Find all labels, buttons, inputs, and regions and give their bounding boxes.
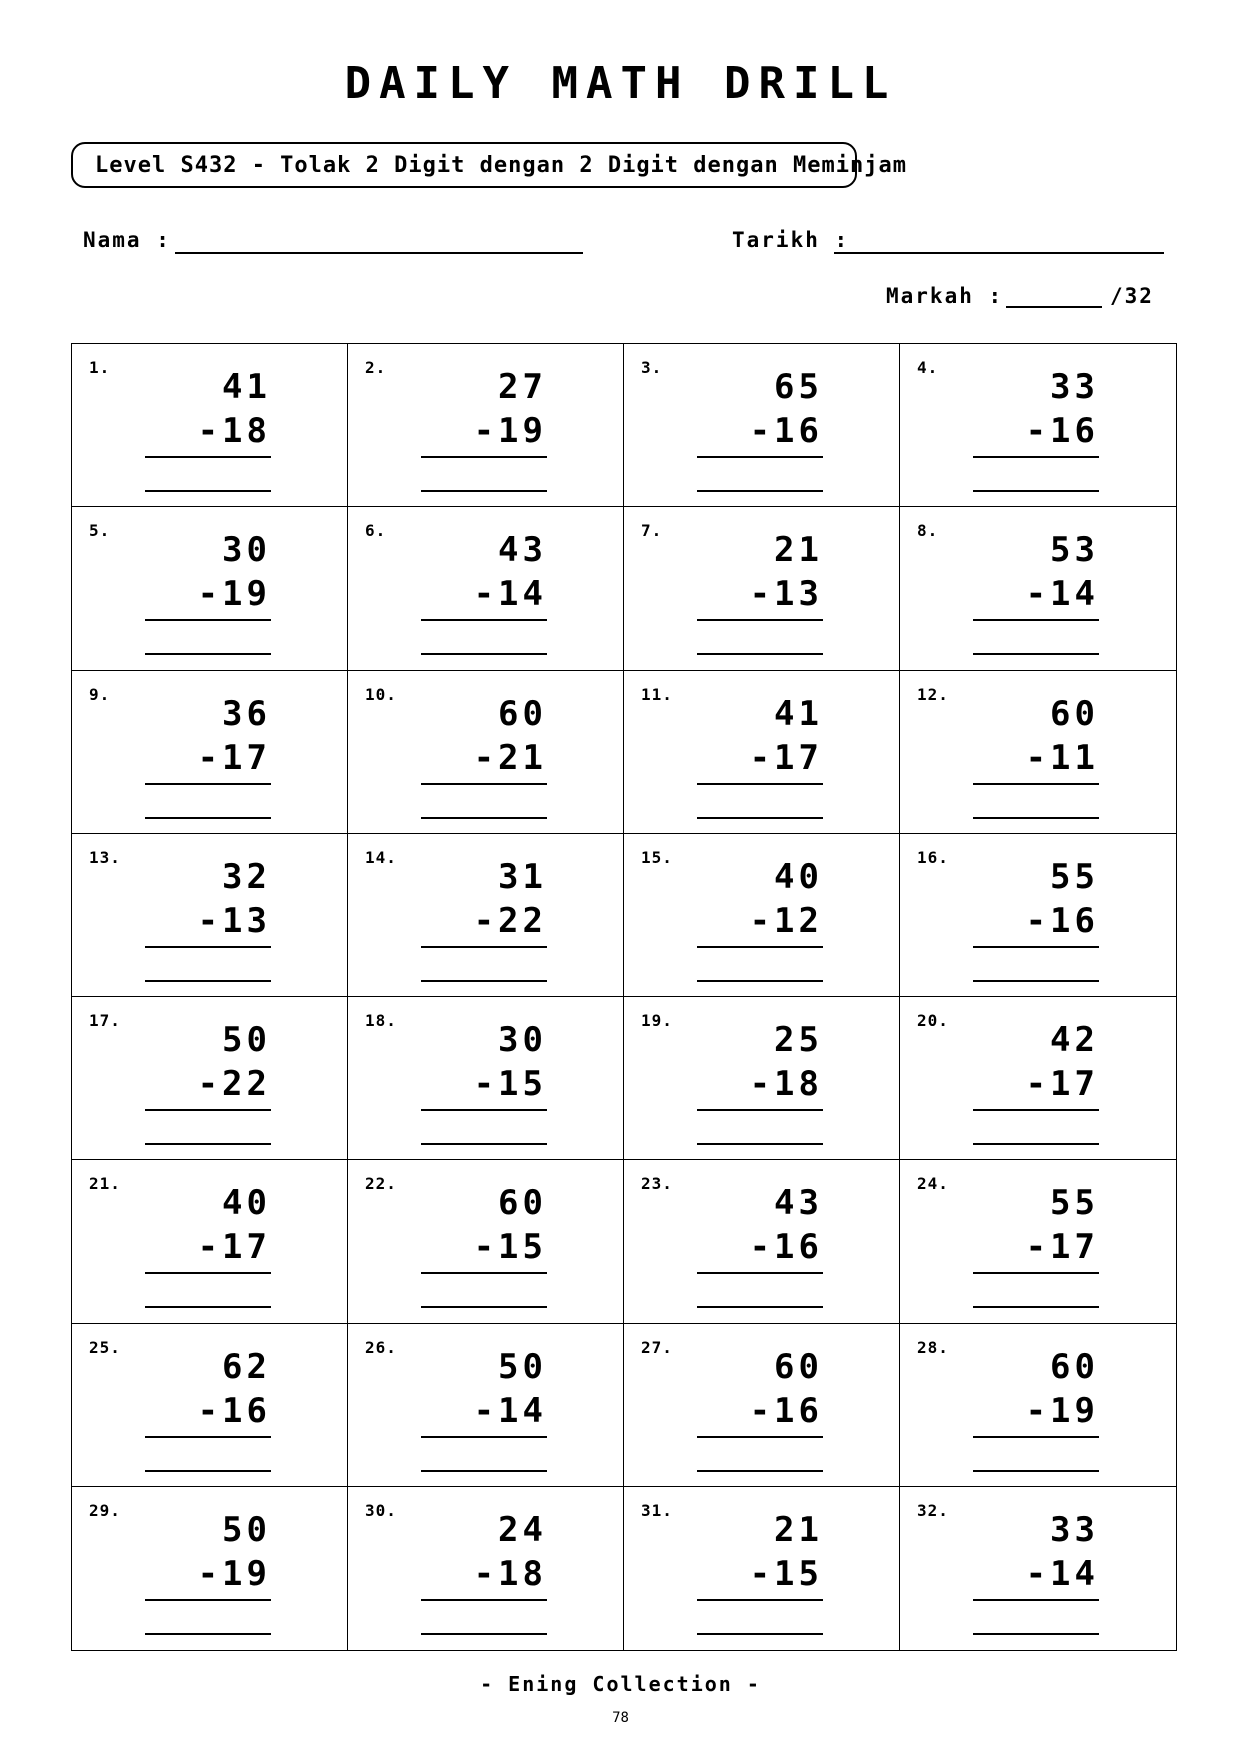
subtrahend: -17 xyxy=(197,1227,271,1268)
problem-cell xyxy=(900,1160,1176,1323)
problem-cell xyxy=(72,671,348,834)
problem-cell xyxy=(348,1160,624,1323)
operation-line xyxy=(145,1109,271,1111)
answer-line[interactable] xyxy=(697,1143,823,1145)
minuend: 25 xyxy=(774,1020,823,1060)
operation-line xyxy=(697,456,823,458)
minuend: 33 xyxy=(1050,1509,1099,1550)
problem-cell xyxy=(900,507,1176,670)
problem-cell xyxy=(72,344,348,507)
answer-line[interactable] xyxy=(421,817,547,819)
operation-line xyxy=(145,1599,271,1601)
problem-cell xyxy=(900,344,1176,507)
operation-line xyxy=(145,456,271,458)
minuend: 43 xyxy=(498,530,547,571)
subtrahend: -19 xyxy=(1025,1390,1099,1431)
subtrahend: -14 xyxy=(473,1390,547,1431)
problem-cell xyxy=(72,834,348,997)
answer-line[interactable] xyxy=(973,1633,1099,1635)
minuend: 42 xyxy=(1050,1020,1099,1060)
minuend: 60 xyxy=(498,693,547,734)
problem-number: 22. xyxy=(365,1174,397,1194)
problem-cell xyxy=(624,1487,900,1650)
subtrahend: -16 xyxy=(749,411,823,451)
level-banner: Level S432 - Tolak 2 Digit dengan 2 Digit dengan Meminjam xyxy=(71,142,857,188)
problem-number: 16. xyxy=(917,847,949,867)
problem-cell xyxy=(348,507,624,670)
minuend: 41 xyxy=(222,367,271,407)
problem-number: 10. xyxy=(365,684,397,704)
date-label: Tarikh : xyxy=(732,228,850,252)
operation-line xyxy=(973,783,1099,785)
answer-line[interactable] xyxy=(145,1306,271,1308)
subtrahend: -18 xyxy=(473,1553,547,1594)
problem-cell xyxy=(348,1487,624,1650)
minuend: 33 xyxy=(1050,367,1099,407)
operation-line xyxy=(697,1599,823,1601)
mark-label: Markah : xyxy=(886,284,1004,308)
mark-field[interactable] xyxy=(1006,306,1102,308)
answer-line[interactable] xyxy=(421,980,547,982)
subtrahend: -15 xyxy=(473,1227,547,1268)
operation-line xyxy=(145,1272,271,1274)
subtrahend: -11 xyxy=(1025,737,1099,778)
answer-line[interactable] xyxy=(973,1306,1099,1308)
problem-cell xyxy=(900,997,1176,1160)
problem-number: 6. xyxy=(365,521,387,541)
subtrahend: -13 xyxy=(197,900,271,941)
answer-line[interactable] xyxy=(145,980,271,982)
subtrahend: -22 xyxy=(197,1064,271,1104)
minuend: 65 xyxy=(774,367,823,407)
page-number: 78 xyxy=(612,1710,629,1726)
subtrahend: -14 xyxy=(1025,574,1099,615)
problem-number: 3. xyxy=(641,358,663,377)
answer-line[interactable] xyxy=(421,653,547,655)
problem-number: 27. xyxy=(641,1337,673,1357)
problem-number: 23. xyxy=(641,1174,673,1194)
operation-line xyxy=(421,946,547,948)
problem-number: 25. xyxy=(89,1337,121,1357)
answer-line[interactable] xyxy=(421,1470,547,1472)
minuend: 30 xyxy=(498,1020,547,1060)
problem-number: 19. xyxy=(641,1011,673,1030)
minuend: 55 xyxy=(1050,856,1099,897)
problem-number: 15. xyxy=(641,847,673,867)
problem-number: 26. xyxy=(365,1337,397,1357)
problem-number: 20. xyxy=(917,1011,949,1030)
problem-cell xyxy=(900,1324,1176,1487)
problem-number: 8. xyxy=(917,521,939,541)
subtrahend: -12 xyxy=(749,900,823,941)
problem-cell xyxy=(624,1160,900,1323)
operation-line xyxy=(145,1436,271,1438)
operation-line xyxy=(421,456,547,458)
problem-cell xyxy=(624,997,900,1160)
answer-line[interactable] xyxy=(421,490,547,492)
answer-line[interactable] xyxy=(421,1633,547,1635)
answer-line[interactable] xyxy=(973,1470,1099,1472)
problem-cell xyxy=(72,997,348,1160)
problem-grid xyxy=(71,343,1177,1651)
answer-line[interactable] xyxy=(697,817,823,819)
minuend: 50 xyxy=(222,1509,271,1550)
problem-number: 11. xyxy=(641,684,673,704)
problem-cell xyxy=(72,1324,348,1487)
problem-cell xyxy=(624,671,900,834)
operation-line xyxy=(697,1109,823,1111)
operation-line xyxy=(973,1272,1099,1274)
problem-cell xyxy=(348,997,624,1160)
minuend: 50 xyxy=(498,1346,547,1387)
operation-line xyxy=(973,946,1099,948)
subtrahend: -13 xyxy=(749,574,823,615)
answer-line[interactable] xyxy=(973,980,1099,982)
subtrahend: -16 xyxy=(197,1390,271,1431)
answer-line[interactable] xyxy=(697,653,823,655)
problem-number: 24. xyxy=(917,1174,949,1194)
problem-number: 14. xyxy=(365,847,397,867)
problem-number: 1. xyxy=(89,358,111,377)
subtrahend: -17 xyxy=(197,737,271,778)
operation-line xyxy=(145,946,271,948)
operation-line xyxy=(421,1436,547,1438)
answer-line[interactable] xyxy=(697,490,823,492)
answer-line[interactable] xyxy=(145,653,271,655)
problem-cell xyxy=(900,671,1176,834)
problem-cell xyxy=(72,507,348,670)
subtrahend: -16 xyxy=(1025,900,1099,941)
subtrahend: -17 xyxy=(1025,1064,1099,1104)
problem-number: 2. xyxy=(365,358,387,377)
problem-number: 31. xyxy=(641,1500,673,1520)
minuend: 60 xyxy=(1050,1346,1099,1387)
problem-number: 18. xyxy=(365,1011,397,1030)
problem-cell xyxy=(348,671,624,834)
answer-line[interactable] xyxy=(697,1633,823,1635)
problem-cell xyxy=(348,834,624,997)
operation-line xyxy=(421,619,547,621)
subtrahend: -18 xyxy=(197,411,271,451)
minuend: 60 xyxy=(1050,693,1099,734)
answer-line[interactable] xyxy=(145,817,271,819)
subtrahend: -17 xyxy=(749,737,823,778)
subtrahend: -14 xyxy=(473,574,547,615)
problem-cell xyxy=(348,1324,624,1487)
minuend: 53 xyxy=(1050,530,1099,571)
problem-cell xyxy=(900,834,1176,997)
operation-line xyxy=(421,1599,547,1601)
problem-cell xyxy=(624,834,900,997)
subtrahend: -19 xyxy=(197,574,271,615)
minuend: 40 xyxy=(774,856,823,897)
answer-line[interactable] xyxy=(421,1306,547,1308)
minuend: 27 xyxy=(498,367,547,407)
operation-line xyxy=(697,1272,823,1274)
name-field[interactable] xyxy=(175,252,583,254)
answer-line[interactable] xyxy=(973,653,1099,655)
answer-line[interactable] xyxy=(697,980,823,982)
subtrahend: -15 xyxy=(749,1553,823,1594)
minuend: 55 xyxy=(1050,1183,1099,1224)
problem-number: 7. xyxy=(641,521,663,541)
operation-line xyxy=(973,456,1099,458)
minuend: 41 xyxy=(774,693,823,734)
minuend: 50 xyxy=(222,1020,271,1060)
minuend: 30 xyxy=(222,530,271,571)
minuend: 62 xyxy=(222,1346,271,1387)
operation-line xyxy=(697,946,823,948)
problem-number: 21. xyxy=(89,1174,121,1194)
problem-number: 28. xyxy=(917,1337,949,1357)
answer-line[interactable] xyxy=(973,1143,1099,1145)
subtrahend: -16 xyxy=(749,1227,823,1268)
problem-number: 13. xyxy=(89,847,121,867)
problem-cell xyxy=(900,1487,1176,1650)
operation-line xyxy=(973,1109,1099,1111)
problem-number: 17. xyxy=(89,1011,121,1030)
minuend: 40 xyxy=(222,1183,271,1224)
operation-line xyxy=(145,783,271,785)
problem-number: 32. xyxy=(917,1500,949,1520)
problem-number: 5. xyxy=(89,521,111,541)
operation-line xyxy=(697,1436,823,1438)
subtrahend: -22 xyxy=(473,900,547,941)
problem-cell xyxy=(348,344,624,507)
subtrahend: -16 xyxy=(1025,411,1099,451)
operation-line xyxy=(697,619,823,621)
minuend: 21 xyxy=(774,1509,823,1550)
problem-number: 4. xyxy=(917,358,939,377)
minuend: 43 xyxy=(774,1183,823,1224)
minuend: 24 xyxy=(498,1509,547,1550)
mark-total: /32 xyxy=(1110,284,1154,308)
answer-line[interactable] xyxy=(145,1143,271,1145)
minuend: 60 xyxy=(774,1346,823,1387)
problem-cell xyxy=(624,507,900,670)
problem-number: 12. xyxy=(917,684,949,704)
operation-line xyxy=(973,619,1099,621)
subtrahend: -19 xyxy=(473,411,547,451)
problem-number: 30. xyxy=(365,1500,397,1520)
operation-line xyxy=(145,619,271,621)
minuend: 32 xyxy=(222,856,271,897)
operation-line xyxy=(973,1599,1099,1601)
minuend: 31 xyxy=(498,856,547,897)
answer-line[interactable] xyxy=(697,1470,823,1472)
subtrahend: -14 xyxy=(1025,1553,1099,1594)
problem-cell xyxy=(72,1487,348,1650)
answer-line[interactable] xyxy=(145,490,271,492)
date-field[interactable] xyxy=(834,252,1164,254)
subtrahend: -16 xyxy=(749,1390,823,1431)
minuend: 60 xyxy=(498,1183,547,1224)
page-title: DAILY MATH DRILL xyxy=(344,58,897,109)
subtrahend: -21 xyxy=(473,737,547,778)
answer-line[interactable] xyxy=(145,1470,271,1472)
operation-line xyxy=(421,1272,547,1274)
subtrahend: -17 xyxy=(1025,1227,1099,1268)
problem-cell xyxy=(72,1160,348,1323)
minuend: 36 xyxy=(222,693,271,734)
answer-line[interactable] xyxy=(697,1306,823,1308)
problem-cell xyxy=(624,344,900,507)
problem-number: 29. xyxy=(89,1500,121,1520)
subtrahend: -18 xyxy=(749,1064,823,1104)
problem-cell xyxy=(624,1324,900,1487)
footer-credit: - Ening Collection - xyxy=(480,1672,761,1696)
problem-number: 9. xyxy=(89,684,111,704)
answer-line[interactable] xyxy=(973,817,1099,819)
minuend: 21 xyxy=(774,530,823,571)
operation-line xyxy=(421,1109,547,1111)
name-label: Nama : xyxy=(83,228,171,252)
answer-line[interactable] xyxy=(421,1143,547,1145)
answer-line[interactable] xyxy=(145,1633,271,1635)
operation-line xyxy=(421,783,547,785)
operation-line xyxy=(697,783,823,785)
subtrahend: -19 xyxy=(197,1553,271,1594)
operation-line xyxy=(973,1436,1099,1438)
answer-line[interactable] xyxy=(973,490,1099,492)
subtrahend: -15 xyxy=(473,1064,547,1104)
